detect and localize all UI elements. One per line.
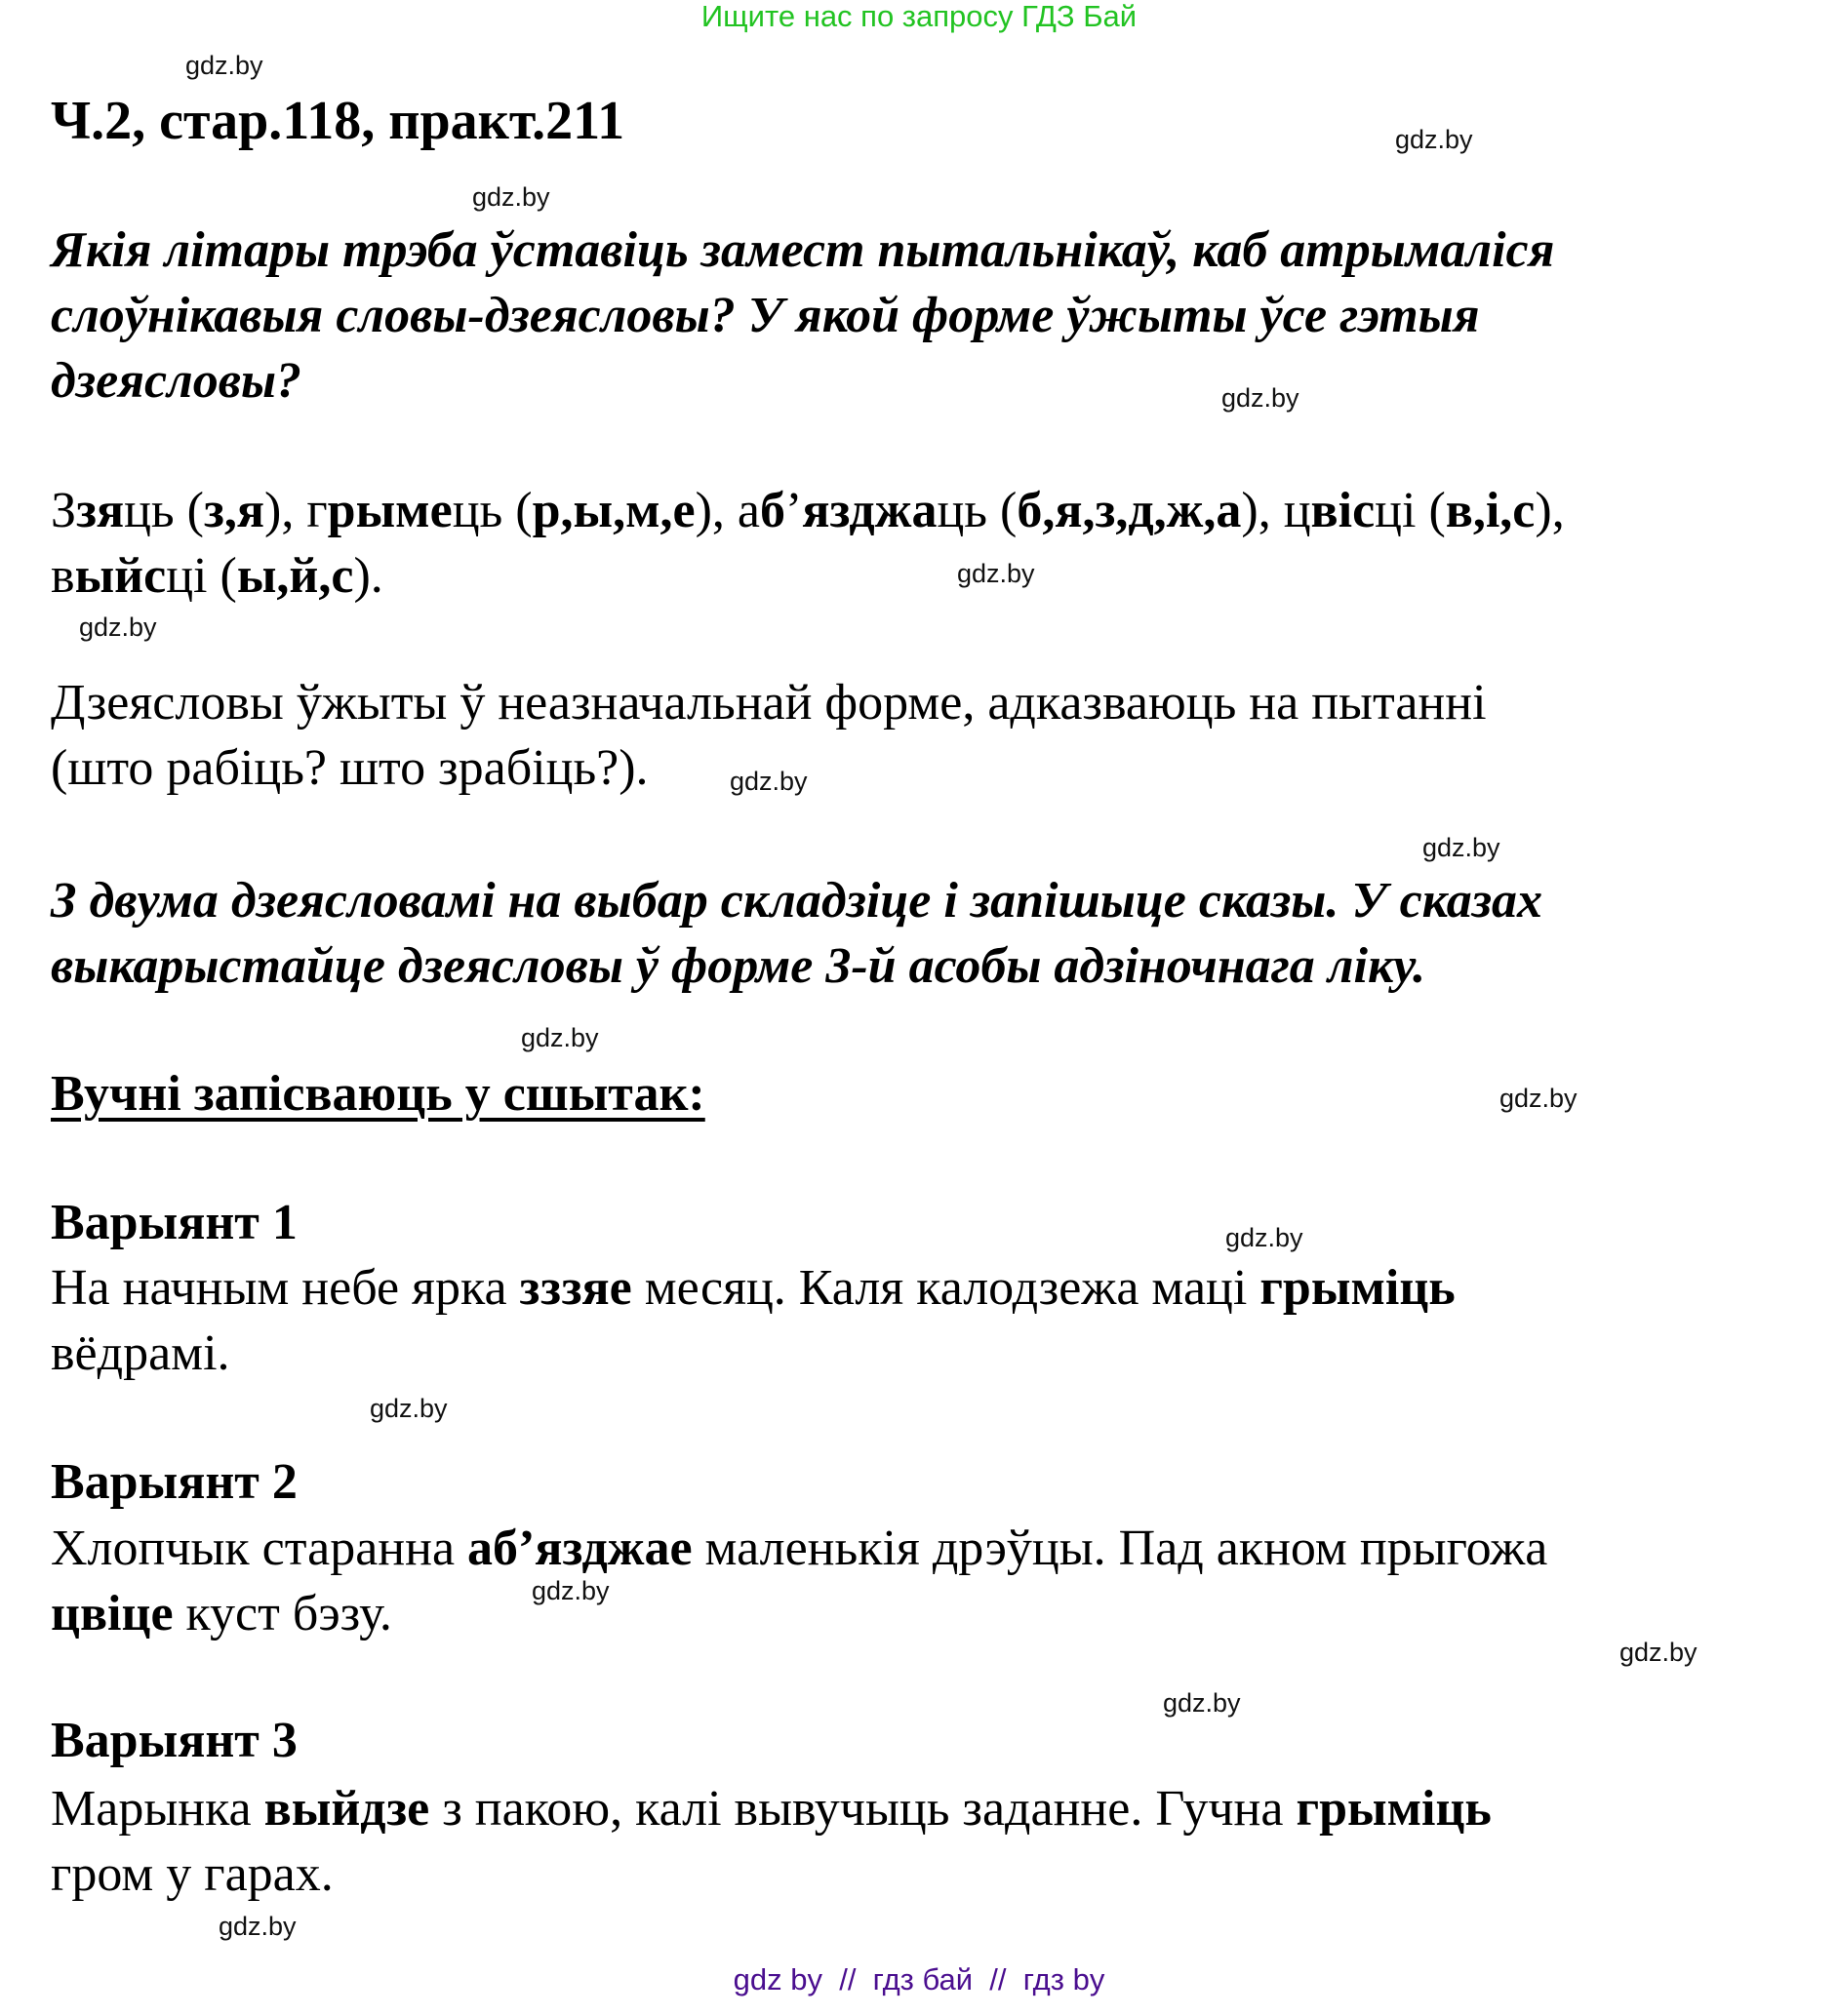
footer-links: gdz by // гдз бай // гдз by [733,1962,1105,1996]
variant-1-text [51,1255,1797,1386]
answer-1-line [51,543,1797,609]
text-run: ( [174,483,204,538]
watermark: gdz.by [532,1576,610,1605]
notebook-heading: Вучні запісваюць у сшытак: [51,1066,705,1122]
task-2-line: З двума дзеясловамі на выбар складзіце і запішыце сказы. У сказах [51,873,1542,929]
watermark: gdz.by [1395,125,1473,154]
highlighted-word: грыміць [1259,1260,1456,1316]
highlighted-word: язджа [802,483,938,538]
highlighted-word: рыме [327,483,453,538]
highlighted-word: с [1352,483,1376,538]
text-run: ( [502,483,533,538]
highlighted-word: ый [74,548,144,604]
highlighted-word: грыміць [1296,1781,1492,1837]
text-run: вёдрамі. [51,1325,230,1381]
highlighted-word: выйдзе [263,1781,430,1837]
separator: , [1551,483,1565,538]
text-run: ) [264,483,282,538]
text-run: ) [353,548,371,604]
text-run: а [737,483,761,538]
answer-1-words [51,478,1797,609]
variant-line [51,1255,1797,1321]
task-1-question [51,217,1787,414]
text-run: ці [1375,483,1417,538]
watermark: gdz.by [1221,383,1299,413]
text-run: ’ [785,483,803,538]
watermark: gdz.by [521,1023,599,1052]
text-run: ць [937,483,987,538]
watermark: gdz.by [472,182,550,212]
separator: , [1258,483,1284,538]
text-run: ) [1241,483,1259,538]
watermark: gdz.by [79,613,157,642]
highlighted-word: б,я,з,д,ж,а [1017,483,1242,538]
variant-1-title: Варыянт 1 [51,1195,298,1250]
variant-line [51,1776,1797,1841]
task-1-line: дзеясловы? [51,353,302,409]
task-1-line: Якія літары трэба ўставіць замест пытальнікаў, каб атрымаліся [51,222,1555,278]
text-run: Марынка [51,1781,264,1837]
search-banner: Ищите нас по запросу ГДЗ Бай [700,0,1138,33]
text-run: ( [987,483,1018,538]
text-run: ці [166,548,208,604]
text-run: ) [1535,483,1552,538]
text-run: куст бэзу. [173,1586,392,1641]
separator: . [370,548,383,604]
task-2-question [51,868,1787,999]
watermark: gdz.by [730,767,808,796]
text-run: ць [452,483,503,538]
separator: , [281,483,307,538]
answer-1-line [51,478,1797,543]
highlighted-word: зззяе [519,1260,632,1316]
text-run: ( [1416,483,1446,538]
watermark: gdz.by [1225,1223,1303,1252]
watermark: gdz.by [1422,833,1500,862]
variant-line [51,1516,1797,1581]
answer-word [51,483,281,538]
answer-word [51,548,371,604]
text-run: ( [207,548,237,604]
text-run: в [51,548,75,604]
watermark: gdz.by [1163,1688,1241,1718]
explanation-line: (што рабіць? што зрабіць?). [51,740,649,796]
highlighted-word: р,ы,м,е [532,483,696,538]
task-1-line: слоўнікавыя словы-дзеясловы? У якой форме ўжыты ўсе гэтыя [51,288,1480,343]
highlighted-word: с [143,548,167,604]
answer-1-explanation [51,670,1797,801]
text-run: ць [124,483,175,538]
highlighted-word: ы,й,с [236,548,354,604]
page-title: Ч.2, стар.118, практ.211 [51,91,625,151]
text-run: гром у гарах. [51,1846,334,1902]
variant-3-title: Варыянт 3 [51,1713,298,1768]
answer-word [1284,483,1552,538]
watermark: gdz.by [1619,1638,1698,1667]
highlighted-word: цвіце [51,1586,174,1641]
text-run: З [51,483,77,538]
variant-line [51,1581,1797,1646]
watermark: gdz.by [1499,1084,1578,1113]
highlighted-word: зя [76,483,125,538]
highlighted-word: ві [1310,483,1353,538]
answer-word [738,483,1259,538]
text-run: ц [1283,483,1311,538]
variant-3-text [51,1776,1797,1907]
text-run: маленькія дрэўцы. Пад акном прыгожа [692,1521,1548,1576]
task-2-line: выкарыстайце дзеясловы ў форме 3-й асобы адзіночнага ліку. [51,938,1426,994]
watermark: gdz.by [185,51,263,80]
watermark: gdz.by [957,559,1035,588]
highlighted-word: з,я [203,483,264,538]
watermark: gdz.by [370,1394,448,1423]
variant-2-title: Варыянт 2 [51,1454,298,1510]
text-run: з пакою, калі вывучыць заданне. Гучна [429,1781,1297,1837]
highlighted-word: в,і,с [1445,483,1536,538]
text-run: На начным небе ярка [51,1260,520,1316]
answer-word [306,483,712,538]
variant-line [51,1321,1797,1386]
text-run: месяц. Каля калодзежа маці [631,1260,1260,1316]
text-run: г [306,483,328,538]
variant-2-text [51,1516,1797,1646]
text-run: ) [695,483,712,538]
variant-line [51,1841,1797,1907]
separator: , [711,483,738,538]
highlighted-word: б [760,483,786,538]
highlighted-word: аб’язджае [467,1521,693,1576]
text-run: Хлопчык старанна [51,1521,468,1576]
explanation-line: Дзеясловы ўжыты ў неазначальнай форме, адказваюць на пытанні [51,675,1487,731]
watermark: gdz.by [219,1912,297,1941]
